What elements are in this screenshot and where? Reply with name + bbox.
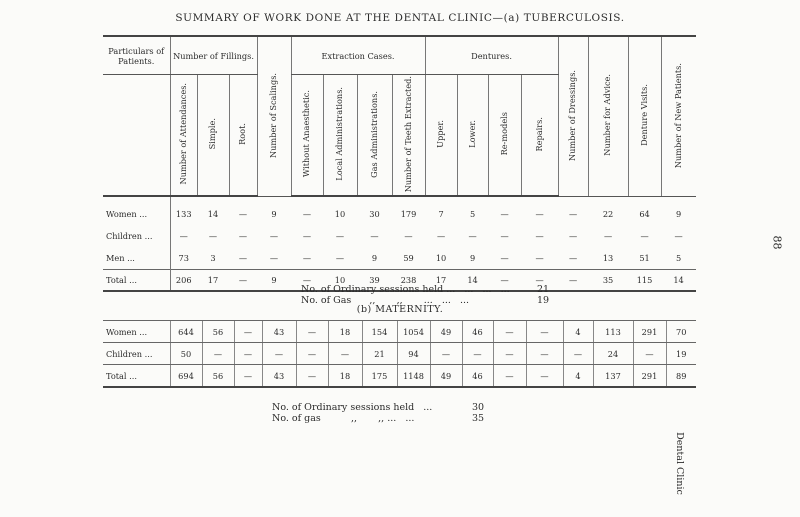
table-cell: 17: [425, 270, 457, 292]
header-extraction-group: Extraction Cases.: [291, 36, 425, 75]
table-cell: —: [170, 225, 197, 247]
table-cell: 10: [435, 253, 447, 263]
table-cell: 39: [357, 270, 392, 292]
table-cell: —: [633, 343, 666, 365]
header-denture-visits: Denture Visits.: [628, 36, 661, 196]
table-cell: 9: [271, 208, 277, 219]
table-cell: 4: [563, 321, 593, 343]
table-cell: 5: [469, 209, 476, 219]
table-cell: —: [462, 343, 493, 365]
table-cell: —: [521, 270, 558, 292]
table-cell: 24: [593, 343, 633, 365]
side-label: Dental Clinic: [673, 432, 685, 495]
table-cell: 43: [262, 365, 296, 388]
header-root: Root.: [229, 75, 257, 197]
table-cell: —: [500, 209, 509, 219]
ordinary-sessions-value: 21: [537, 284, 550, 295]
table-cell: —: [640, 231, 649, 241]
row-label: Women ...: [106, 209, 148, 219]
maternity-ordinary-sessions-value: 30: [472, 402, 485, 413]
table-cell: 9: [469, 253, 476, 263]
header-teeth-extracted: Number of Teeth Extracted.: [392, 75, 425, 197]
table-cell: —: [568, 231, 578, 241]
row-label: Children ...: [106, 231, 153, 241]
header-upper: Upper.: [425, 75, 457, 197]
table-cell: 291: [633, 321, 666, 343]
table-cell: 46: [462, 365, 493, 388]
table-row: [103, 343, 696, 365]
table-cell: 59: [403, 253, 414, 263]
maternity-sessions: [272, 402, 492, 424]
gas-sessions-label: No. of Gas ,, ,, ... ... ...: [301, 295, 470, 306]
table-cell: —: [568, 253, 578, 263]
table-row: [103, 196, 696, 225]
table-cell: 21: [362, 343, 397, 365]
table-cell: —: [302, 253, 312, 263]
table-cell: 644: [170, 321, 202, 343]
table-cell: —: [238, 209, 248, 219]
table-cell: 1054: [397, 321, 430, 343]
page-title: SUMMARY OF WORK DONE AT THE DENTAL CLINIC—(a) TUBERCULOSIS.: [175, 12, 625, 24]
header-dressings: Number of Dressings.: [558, 36, 588, 196]
table-row: [103, 247, 696, 270]
header-without-anaesthetic: Without Anaesthetic.: [291, 75, 323, 197]
page-number: 88: [770, 235, 784, 250]
table-cell: 1148: [397, 365, 430, 388]
header-local: Local Administrations.: [323, 75, 357, 197]
header-lower: Lower.: [457, 75, 488, 197]
table-cell: —: [563, 343, 593, 365]
table-cell: 115: [628, 270, 661, 292]
table-cell: —: [404, 231, 413, 241]
tuberculosis-sessions: [301, 284, 557, 306]
table-cell: 30: [369, 209, 380, 219]
table-cell: —: [262, 343, 296, 365]
row-label: Total ...: [103, 365, 170, 388]
header-advice: Number for Advice.: [588, 36, 628, 196]
row-label: Total ...: [103, 270, 170, 292]
table-cell: 17: [197, 270, 229, 292]
table-cell: 19: [666, 343, 696, 365]
table-cell: 51: [639, 253, 650, 263]
header-gas: Gas Administrations.: [357, 75, 392, 197]
table-cell: —: [493, 365, 526, 388]
table-cell: 14: [457, 270, 488, 292]
maternity-ordinary-sessions-label: No. of Ordinary sessions held ...: [272, 402, 433, 413]
table-cell: 133: [170, 196, 197, 225]
header-scalings: Number of Scalings.: [257, 36, 291, 196]
table-cell: —: [430, 343, 462, 365]
table-cell: —: [238, 231, 248, 241]
table-cell: 94: [397, 343, 430, 365]
row-label: Men ...: [106, 253, 135, 263]
table-cell: —: [229, 270, 257, 292]
table-cell: 73: [170, 247, 197, 270]
table-cell: 18: [328, 321, 362, 343]
table-cell: —: [335, 253, 345, 263]
table-cell: —: [234, 365, 262, 388]
header-fillings-group: Number of Fillings.: [170, 36, 257, 75]
table-cell: —: [302, 209, 312, 219]
table-cell: —: [568, 208, 578, 219]
ordinary-sessions-label: No. of Ordinary sessions held ... ... ... ...: [301, 284, 510, 295]
table-cell: —: [526, 365, 563, 388]
table-cell: 291: [633, 365, 666, 388]
table-cell: 4: [563, 365, 593, 388]
maternity-table: [103, 320, 696, 388]
table-row: [103, 365, 696, 388]
table-cell: —: [488, 270, 521, 292]
table-cell: 50: [170, 343, 202, 365]
table-cell: —: [296, 343, 328, 365]
table-cell: 89: [666, 365, 696, 388]
table-cell: 14: [661, 270, 696, 292]
table-cell: 9: [257, 270, 291, 292]
header-repairs: Repairs.: [521, 75, 558, 197]
table-cell: 7: [438, 209, 444, 219]
table-cell: 3: [210, 253, 216, 263]
table-cell: —: [328, 343, 362, 365]
table-cell: —: [526, 321, 563, 343]
table-cell: 49: [430, 321, 462, 343]
table-cell: —: [500, 231, 509, 241]
maternity-title: (b) MATERNITY.: [356, 304, 444, 315]
header-dentures-group: Dentures.: [425, 36, 558, 75]
table-cell: —: [535, 231, 544, 241]
table-cell: —: [493, 343, 526, 365]
table-cell: —: [234, 343, 262, 365]
table-cell: —: [535, 253, 544, 263]
table-cell: 9: [371, 253, 378, 263]
table-cell: —: [370, 231, 379, 241]
table-cell: —: [468, 231, 477, 241]
header-simple: Simple.: [197, 75, 229, 197]
table-cell: 49: [430, 365, 462, 388]
table-cell: —: [526, 343, 563, 365]
maternity-gas-sessions-value: 35: [472, 413, 485, 424]
table-cell: 22: [602, 208, 614, 219]
header-new-patients: Number of New Patients.: [661, 36, 696, 196]
table-cell: 35: [588, 270, 628, 292]
table-cell: —: [269, 253, 279, 263]
row-label: Women ...: [103, 321, 170, 343]
tuberculosis-table: [103, 35, 696, 292]
table-cell: —: [296, 365, 328, 388]
table-cell: —: [558, 270, 588, 292]
table-cell: —: [335, 231, 345, 241]
table-cell: —: [291, 270, 323, 292]
table-row: [103, 225, 696, 247]
table-cell: 175: [362, 365, 397, 388]
table-cell: —: [436, 231, 446, 241]
header-remodels: Re-models: [488, 75, 521, 197]
maternity-gas-sessions-label: No. of gas ,, ,, ... ...: [272, 413, 415, 424]
table-cell: 206: [170, 270, 197, 292]
table-cell: 64: [639, 208, 650, 219]
table-cell: —: [603, 231, 613, 241]
table-cell: 5: [675, 253, 682, 263]
table-cell: 14: [207, 209, 219, 219]
table-cell: —: [234, 321, 262, 343]
table-cell: —: [208, 231, 218, 241]
table-cell: 10: [323, 270, 357, 292]
table-cell: 46: [462, 321, 493, 343]
table-cell: 10: [334, 209, 346, 219]
table-cell: —: [500, 253, 509, 263]
table-cell: 56: [202, 365, 234, 388]
table-cell: —: [302, 231, 312, 241]
table-cell: 137: [593, 365, 633, 388]
table-cell: —: [493, 321, 526, 343]
table-cell: 238: [392, 270, 425, 292]
table-cell: —: [269, 231, 279, 241]
table-cell: 43: [262, 321, 296, 343]
table-cell: —: [535, 209, 544, 219]
table-cell: 154: [362, 321, 397, 343]
table-cell: 694: [170, 365, 202, 388]
table-cell: 56: [202, 321, 234, 343]
table-cell: 13: [602, 253, 614, 263]
header-attendances: Number of Attendances.: [170, 75, 197, 197]
table-cell: 9: [675, 208, 682, 219]
gas-sessions-value: 19: [537, 295, 550, 306]
table-cell: —: [674, 231, 683, 241]
header-particulars: Particulars of Patients.: [103, 36, 170, 75]
table-cell: 18: [328, 365, 362, 388]
header-blank: [103, 75, 170, 197]
row-label: Children ...: [103, 343, 170, 365]
table-cell: 179: [400, 209, 417, 219]
table-cell: 113: [593, 321, 633, 343]
table-row: [103, 321, 696, 343]
table-cell: —: [296, 321, 328, 343]
table-cell: 70: [666, 321, 696, 343]
table-cell: —: [238, 253, 248, 263]
table-cell: —: [202, 343, 234, 365]
